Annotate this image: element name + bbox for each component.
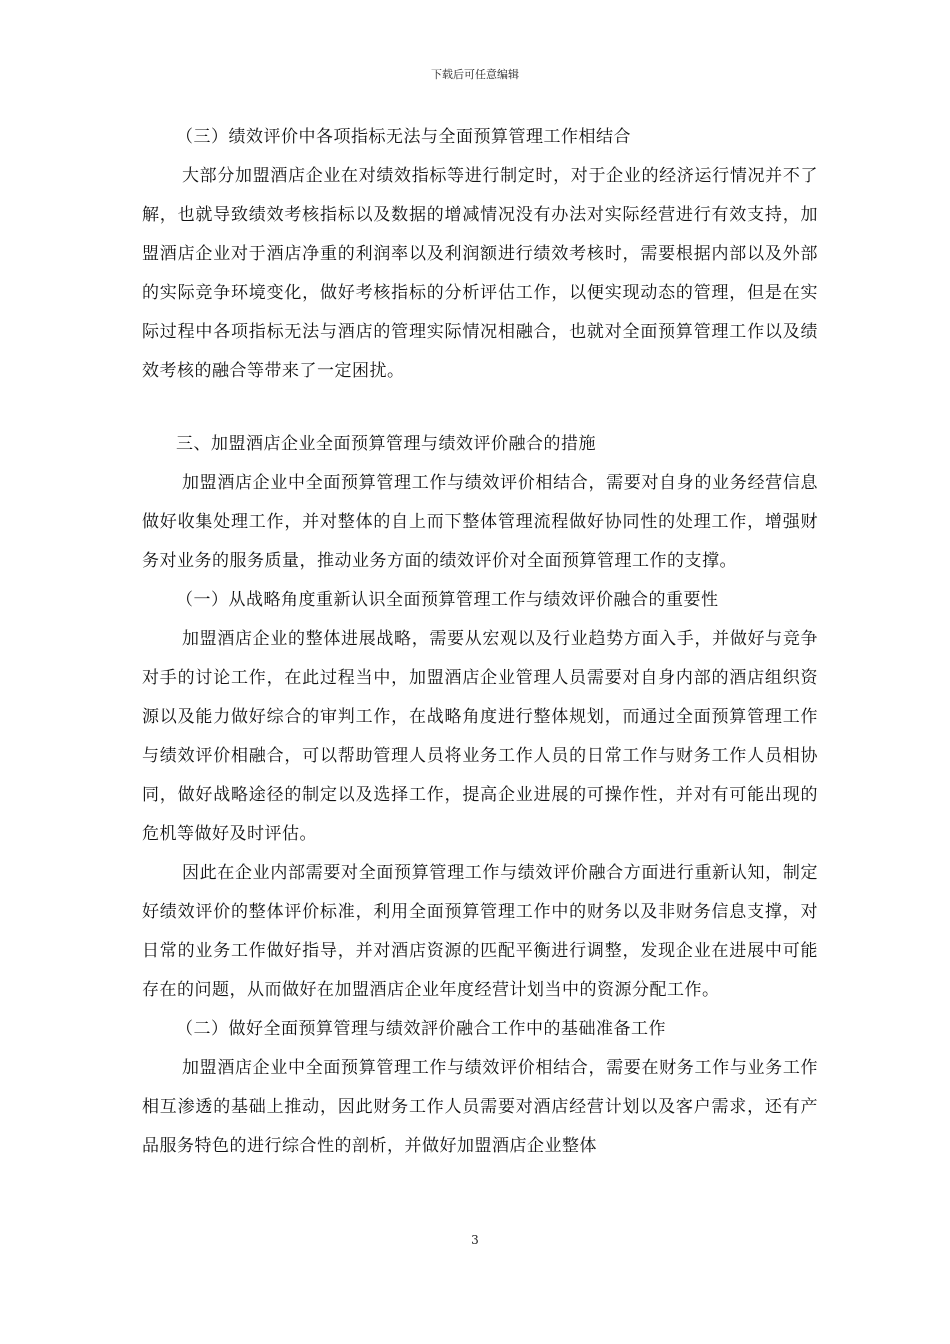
subsection-heading-3: （三）绩效评价中各项指标无法与全面预算管理工作相结合	[176, 127, 631, 147]
header-note: 下载后可任意编辑	[431, 68, 519, 81]
paragraph-1: 大部分加盟酒店企业在对绩效指标等进行制定时，对于企业的经济运行情况并不了解，也就导致绩效考核指标以及数据的增减情况没有办法对实际经营进行有效支持，加盟酒店企业对于酒店净重的利润率以及利润额进行绩效考核时，需要根据内部以及外部的实际竞争环境变化，做好考核指标的分析评估工作，以便实现动态的管理，但是在实际过程中各项指标无法与酒店的管理实际情况相融合，也就对全面预算管理工作以及绩效考核的融合等带来了一定困扰。	[142, 166, 818, 381]
page-number: 3	[471, 1233, 479, 1247]
subsection-heading-2: （二）做好全面预算管理与绩效評价融合工作中的基础准备工作	[176, 1019, 666, 1039]
subsection-heading-1: （一）从战略角度重新认识全面预算管理工作与绩效评价融合的重要性	[176, 590, 719, 610]
section-heading-3: 三、加盟酒店企业全面预算管理与绩效评价融合的措施	[176, 434, 596, 454]
paragraph-5: 加盟酒店企业中全面预算管理工作与绩效评价相结合，需要在财务工作与业务工作相互渗透的基础上推动，因此财务工作人员需要对酒店经营计划以及客户需求，还有产品服务特色的进行综合性的剖析，并做好加盟酒店企业整体	[142, 1058, 818, 1156]
paragraph-4: 因此在企业内部需要对全面预算管理工作与绩效评价融合方面进行重新认知，制定好绩效评价的整体评价标准，利用全面预算管理工作中的财务以及非财务信息支撑，对日常的业务工作做好指导，并对酒店资源的匹配平衡进行调整，发现企业在进展中可能存在的问题，从而做好在加盟酒店企业年度经营计划当中的资源分配工作。	[142, 863, 818, 1000]
paragraph-2: 加盟酒店企业中全面预算管理工作与绩效评价相结合，需要对自身的业务经营信息做好收集处理工作，并对整体的自上而下整体管理流程做好协同性的处理工作，增强财务对业务的服务质量，推动业务方面的绩效评价对全面预算管理工作的支撑。	[142, 473, 818, 571]
paragraph-3: 加盟酒店企业的整体进展战略，需要从宏观以及行业趋势方面入手，并做好与竞争对手的讨论工作，在此过程当中，加盟酒店企业管理人员需要对自身内部的酒店组织资源以及能力做好综合的审判工作，在战略角度进行整体规划，而通过全面预算管理工作与绩效评价相融合，可以帮助管理人员将业务工作人员的日常工作与财务工作人员相协同，做好战略途径的制定以及选择工作，提高企业进展的可操作性，并对有可能出现的危机等做好及时评估。	[142, 629, 818, 844]
document-body	[142, 118, 818, 1166]
